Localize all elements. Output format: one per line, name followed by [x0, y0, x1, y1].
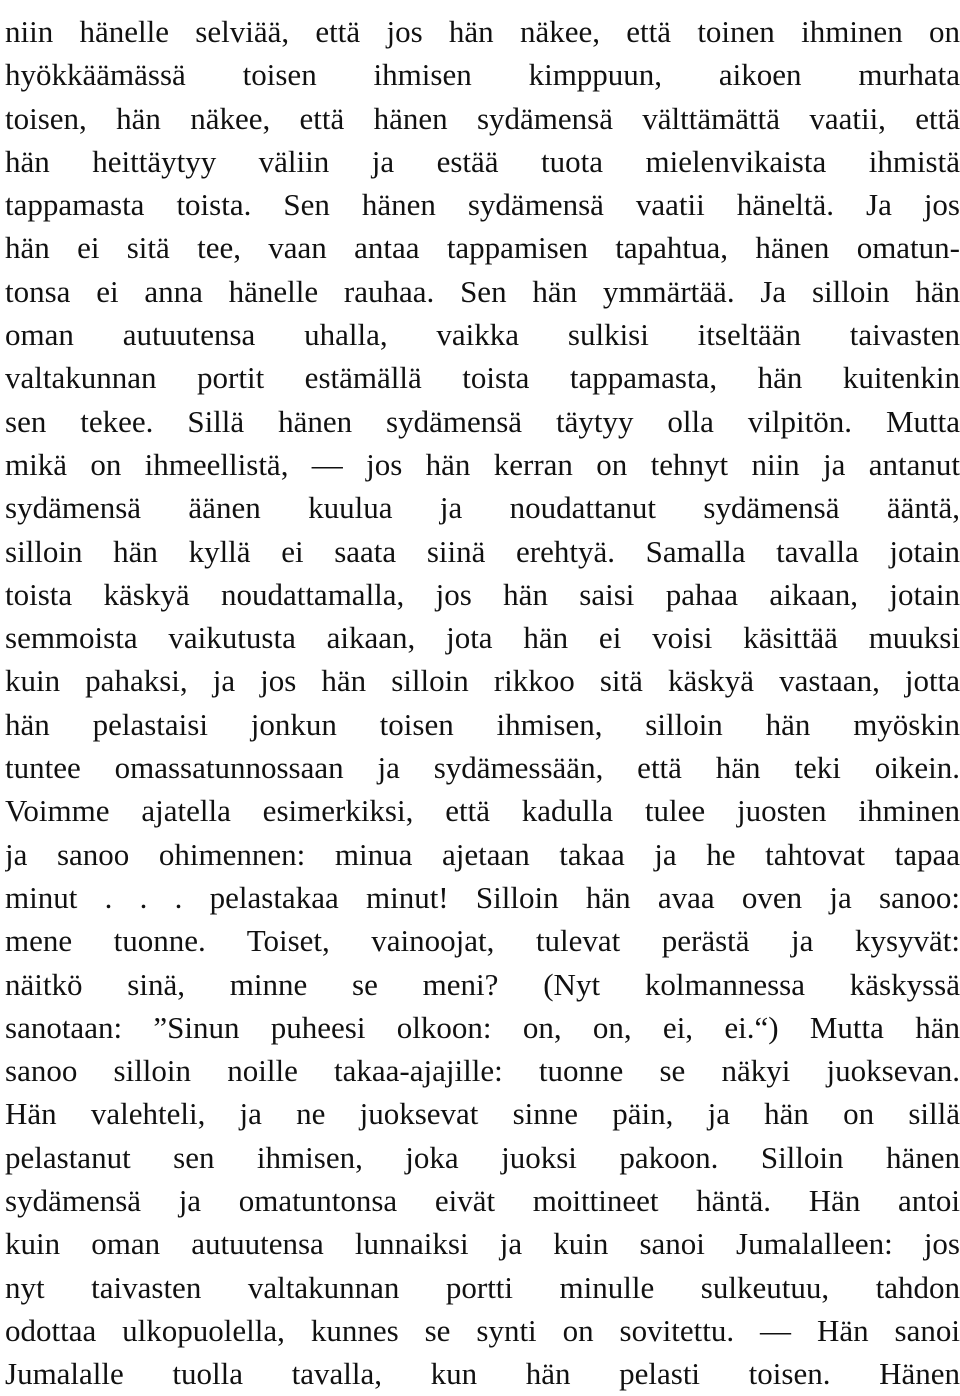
text-line: hän heittäytyy väliin ja estää tuota mielenvikaista ihmistä	[5, 143, 960, 179]
text-line: sanoo silloin noille takaa-ajajille: tuonne se näkyi juoksevan.	[5, 1053, 960, 1089]
text-line: toista käskyä noudattamalla, jos hän saisi pahaa aikaan, jotain	[5, 576, 960, 612]
text-line: sydämensä ja omatuntonsa eivät moittineet häntä. Hän antoi	[5, 1183, 960, 1219]
text-line: näitkö sinä, minne se meni? (Nyt kolmannessa käskyssä	[5, 966, 960, 1002]
text-line: odottaa ulkopuolella, kunnes se synti on sovitettu. — Hän sanoi	[5, 1312, 960, 1348]
text-line: minut . . . pelastakaa minut! Silloin hän avaa oven ja sanoo:	[5, 879, 960, 915]
text-line: ja sanoo ohimennen: minua ajetaan takaa ja he tahtovat tapaa	[5, 836, 960, 872]
text-line: sanotaan: ”Sinun puheesi olkoon: on, on, ei, ei.“) Mutta hän	[5, 1009, 960, 1045]
text-line: hän pelastaisi jonkun toisen ihmisen, silloin hän myöskin	[5, 706, 960, 742]
text-line: oman autuutensa uhalla, vaikka sulkisi itseltään taivasten	[5, 317, 960, 353]
text-line: Voimme ajatella esimerkiksi, että kadulla tulee juosten ihminen	[5, 793, 960, 829]
text-line: mene tuonne. Toiset, vainoojat, tulevat perästä ja kysyvät:	[5, 923, 960, 959]
text-line: valtakunnan portit estämällä toista tappamasta, hän kuitenkin	[5, 360, 960, 396]
text-line: sydämensä äänen kuulua ja noudattanut sydämensä ääntä,	[5, 490, 960, 526]
text-line: Hän valehteli, ja ne juoksevat sinne päin, ja hän on sillä	[5, 1096, 960, 1132]
body-text	[5, 10, 960, 1396]
text-line: tonsa ei anna hänelle rauhaa. Sen hän ymmärtää. Ja silloin hän	[5, 273, 960, 309]
text-line: Jumalalle tuolla tavalla, kun hän pelasti toisen. Hänen	[5, 1356, 960, 1392]
text-line: tuntee omassatunnossaan ja sydämessään, että hän teki oikein.	[5, 750, 960, 786]
text-line: kuin pahaksi, ja jos hän silloin rikkoo sitä käskyä vastaan, jotta	[5, 663, 960, 699]
text-line: kuin oman autuutensa lunnaiksi ja kuin sanoi Jumalalleen: jos	[5, 1226, 960, 1262]
text-line: toisen, hän näkee, että hänen sydämensä välttämättä vaatii, että	[5, 100, 960, 136]
text-line: mikä on ihmeellistä, — jos hän kerran on tehnyt niin ja antanut	[5, 446, 960, 482]
text-line: nyt taivasten valtakunnan portti minulle sulkeutuu, tahdon	[5, 1269, 960, 1305]
text-line: sen tekee. Sillä hänen sydämensä täytyy olla vilpitön. Mutta	[5, 403, 960, 439]
text-line: silloin hän kyllä ei saata siinä erehtyä. Samalla tavalla jotain	[5, 533, 960, 569]
text-line: tappamasta toista. Sen hänen sydämensä vaatii häneltä. Ja jos	[5, 187, 960, 223]
text-line: semmoista vaikutusta aikaan, jota hän ei voisi käsittää muuksi	[5, 620, 960, 656]
text-line: hyökkäämässä toisen ihmisen kimppuun, aikoen murhata	[5, 57, 960, 93]
text-line: niin hänelle selviää, että jos hän näkee, että toinen ihminen on	[5, 14, 960, 49]
text-line: pelastanut sen ihmisen, joka juoksi pakoon. Silloin hänen	[5, 1139, 960, 1175]
text-line: hän ei sitä tee, vaan antaa tappamisen tapahtua, hänen omatun-	[5, 230, 960, 266]
